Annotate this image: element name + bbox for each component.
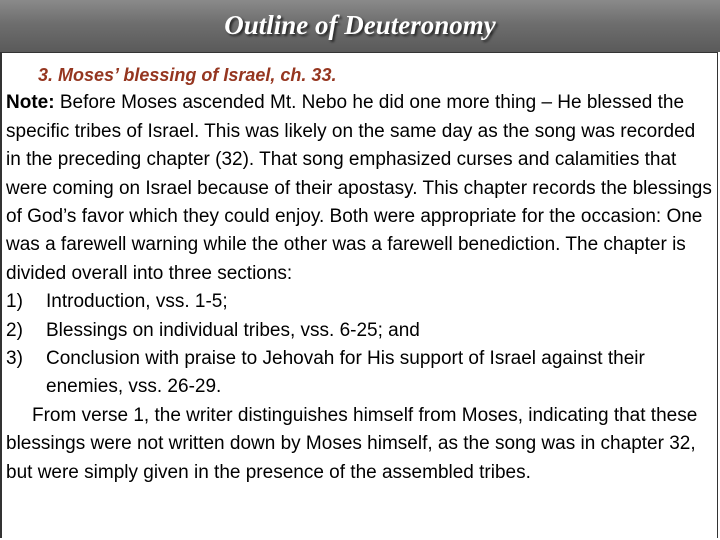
- sections-list: [6, 288, 714, 402]
- content-area: [0, 52, 718, 538]
- list-item: [6, 317, 714, 345]
- list-text: Blessings on individual tribes, vss. 6-25; and: [46, 319, 420, 341]
- closing-paragraph: From verse 1, the writer distinguishes himself from Moses, indicating that these blessings were not written down by Moses himself, as the song was in chapter 32, but were simply given in the presence of the assembled tribes.: [6, 404, 698, 483]
- list-text: Conclusion with praise to Jehovah for His support of Israel against their enemies, vss. 26-29.: [46, 348, 645, 398]
- text-block: [6, 61, 714, 487]
- list-number: 2): [6, 319, 23, 341]
- list-number: 3): [6, 348, 23, 370]
- list-number: 1): [6, 291, 23, 313]
- note-text: Before Moses ascended Mt. Nebo he did one more thing – He blessed the specific tribes of Israel. This was likely on the same day as the song was recorded in the preceding chapter (32). That song emphasized curses and calamities that were coming on Israel because of their apostasy. This chapter records the blessings of God’s favor which they could enjoy. Both were appropriate for the occasion: One was a farewell warning while the other was a farewell benediction. The chapter is divided overall into three sections:: [6, 92, 712, 284]
- list-item: [6, 345, 714, 402]
- note-label: Note:: [6, 92, 55, 114]
- slide-title: Outline of Deuteronomy: [224, 10, 496, 40]
- title-bar: [0, 0, 720, 52]
- list-item: [6, 288, 714, 316]
- note-paragraph: [6, 89, 714, 288]
- list-text: Introduction, vss. 1-5;: [46, 291, 228, 313]
- section-heading: 3. Moses’ blessing of Israel, ch. 33.: [38, 65, 337, 85]
